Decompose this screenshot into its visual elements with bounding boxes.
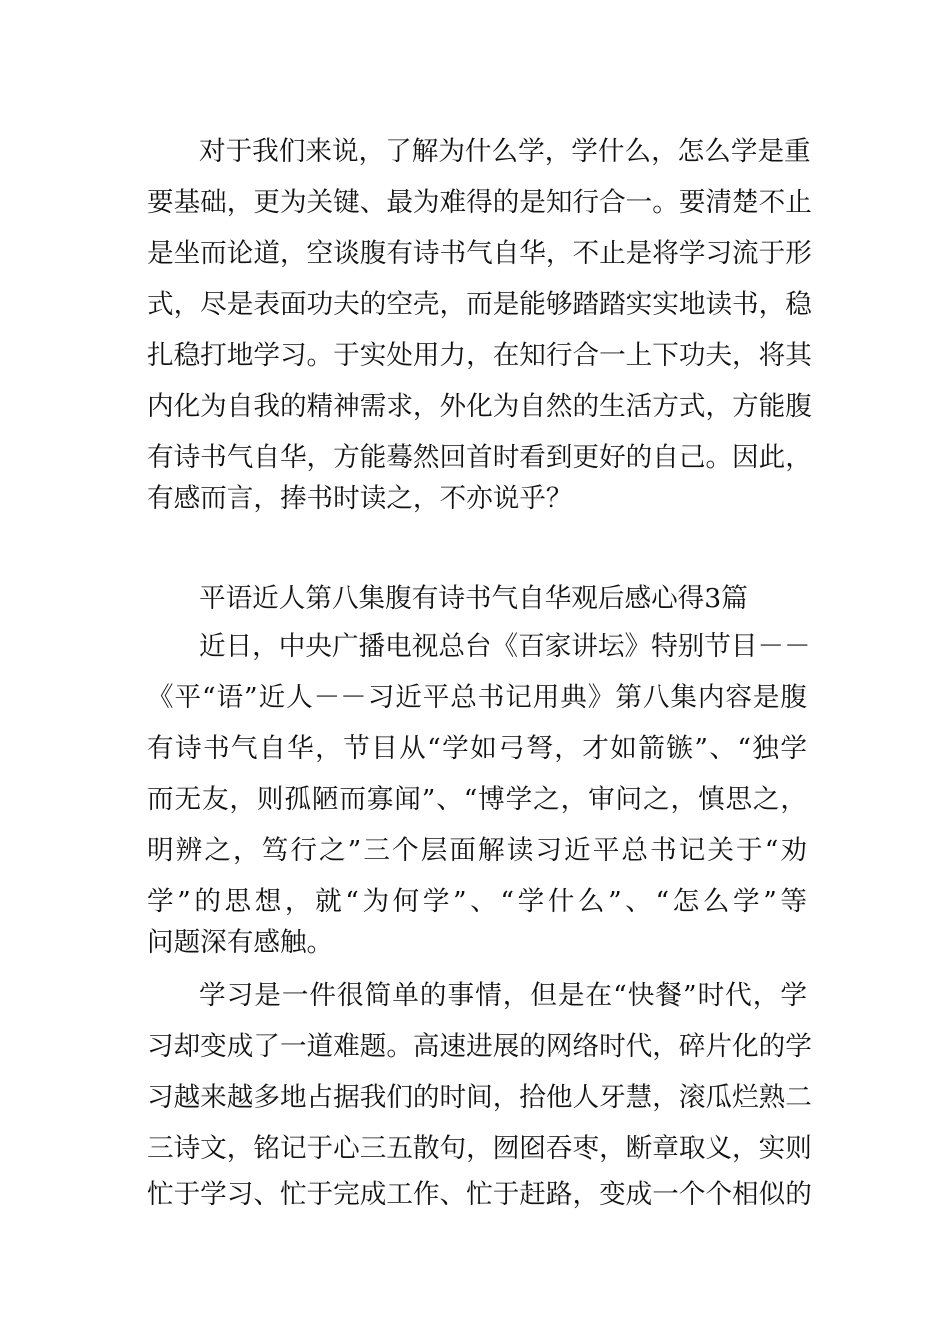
paragraph-line: 《平“语”近人－－习近平总书记用典》第八集内容是腹 — [147, 682, 807, 713]
paragraph-line: 有诗书气自华，节目从“学如弓弩，才如箭镞”、“独学 — [147, 733, 807, 764]
paragraph-line: 有感而言，捧书时读之，不亦说乎？ — [147, 483, 573, 514]
paragraph-line: 三诗文，铭记于心三五散句，囫囵吞枣，断章取义，实则 — [147, 1133, 812, 1164]
paragraph-line: 扎稳打地学习。于实处用力，在知行合一上下功夫，将其 — [147, 340, 812, 371]
paragraph-line: 对于我们来说，了解为什么学，学什么，怎么学是重 — [199, 136, 811, 167]
paragraph-line: 近日，中央广播电视总台《百家讲坛》特别节目－－ — [199, 631, 811, 662]
paragraph-line: 忙于学习、忙于完成工作、忙于赶路，变成一个个相似的 — [147, 1179, 812, 1210]
paragraph-line: 明辨之，笃行之”三个层面解读习近平总书记关于“劝 — [147, 835, 807, 866]
section-heading: 平语近人第八集腹有诗书气自华观后感心得3篇 — [199, 583, 748, 614]
paragraph-line: 学”的思想，就“为何学”、“学什么”、“怎么学”等 — [147, 886, 807, 917]
paragraph-line: 习越来越多地占据我们的时间，拾他人牙慧，滚瓜烂熟二 — [147, 1082, 812, 1113]
paragraph-line: 习却变成了一道难题。高速进展的网络时代，碎片化的学 — [147, 1031, 812, 1062]
paragraph-line: 要基础，更为关键、最为难得的是知行合一。要清楚不止 — [147, 187, 812, 218]
paragraph-line: 问题深有感触。 — [147, 927, 334, 958]
paragraph-line: 内化为自我的精神需求，外化为自然的生活方式，方能腹 — [147, 391, 812, 422]
paragraph-line: 学习是一件很简单的事情，但是在“快餐”时代，学 — [199, 980, 807, 1011]
paragraph-line: 是坐而论道，空谈腹有诗书气自华，不止是将学习流于形 — [147, 238, 812, 269]
paragraph-line: 而无友，则孤陋而寡闻”、“博学之，审问之，慎思之， — [147, 784, 807, 815]
paragraph-line: 有诗书气自华，方能蓦然回首时看到更好的自己。因此， — [147, 442, 812, 473]
paragraph-line: 式，尽是表面功夫的空壳，而是能够踏踏实实地读书，稳 — [147, 289, 812, 320]
